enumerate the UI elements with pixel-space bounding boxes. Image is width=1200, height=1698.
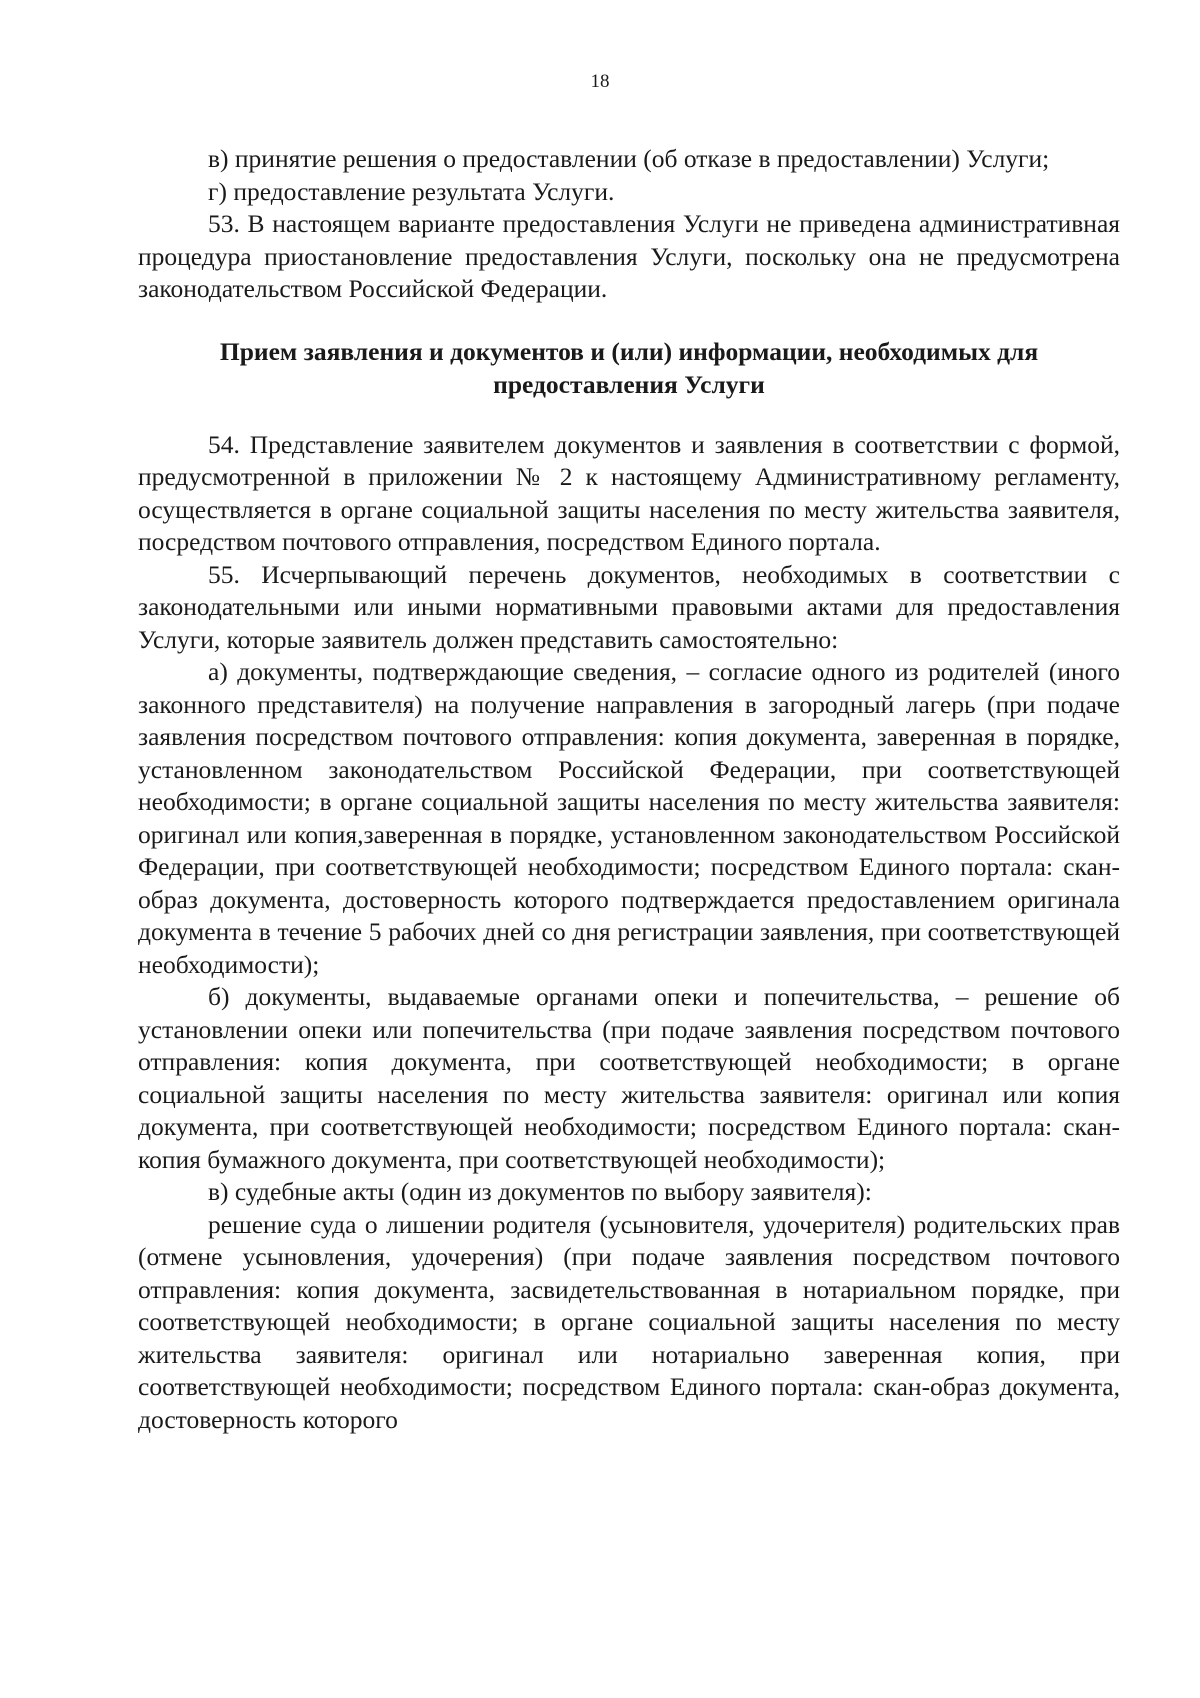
paragraph-item-g-result: г) предоставление результата Услуги. [208,176,615,206]
page-number: 18 [590,71,610,92]
paragraph-54: 54. Представление заявителем документов и заявления в соответствии с формой, предусмотренной в приложении № 2 к настоящему Административному регламенту, осуществляется в органе социальной защиты населения по месту жительства заявителя, посредством почтового отправления, посредством Единого портала. [138,429,1120,556]
paragraph-55-a: а) документы, подтверждающие сведения, – согласие одного из родителей (иного законного представителя) на получение направления в загородный лагерь (при подаче заявления посредством почтового отправления: копия документа, заверенная в порядке, установленном законодательством Российской Федерации, при соответствующей необходимости; в органе социальной защиты населения по месту жительства заявителя: оригинал или копия,заверенная в порядке, установленном законодательством Российской Федерации, при соответствующей необходимости; посредством Единого портала: скан-образ документа, достоверность которого подтверждается предоставлением оригинала документа в течение 5 рабочих дней со дня регистрации заявления, при соответствующей необходимости); [138,657,1120,979]
paragraph-55-b: б) документы, выдаваемые органами опеки и попечительства, – решение об установлении опеки или попечительства (при подаче заявления посредством почтового отправления: копия документа, при соответствующей необходимости; в органе социальной защиты населения по месту жительства заявителя: оригинал или копия документа, при соответствующей необходимости; посредством Единого портала: скан-копия бумажного документа, при соответствующей необходимости); [138,982,1120,1174]
paragraph-court-decision: решение суда о лишении родителя (усыновителя, удочерителя) родительских прав (отмене усыновления, удочерения) (при подаче заявления посредством почтового отправления: копия документа, засвидетельствованная в нотариальном порядке, при соответствующей необходимости; в органе социальной защиты населения по месту жительства заявителя: оригинал или нотариально заверенная копия, при соответствующей необходимости; посредством Единого портала: скан-образ документа, достоверность которого [138,1209,1120,1434]
paragraph-53: 53. В настоящем варианте предоставления Услуги не приведена административная процедура приостановление предоставления Услуги, поскольку она не предусмотрена законодательством Российской Федерации. [138,209,1120,303]
section-heading-line-2: предоставления Услуги [493,369,765,399]
section-heading-line-1: Прием заявления и документов и (или) информации, необходимых для [219,336,1039,366]
paragraph-55: 55. Исчерпывающий перечень документов, необходимых в соответствии с законодательными или иными нормативными правовыми актами для предоставления Услуги, которые заявитель должен представить самостоятельно: [138,559,1120,654]
document-body [138,143,1120,1436]
section-heading [138,335,1120,401]
paragraph-55-v: в) судебные акты (один из документов по выбору заявителя): [208,1177,872,1206]
paragraph-item-v-decision: в) принятие решения о предоставлении (об отказе в предоставлении) Услуги; [208,144,1050,173]
